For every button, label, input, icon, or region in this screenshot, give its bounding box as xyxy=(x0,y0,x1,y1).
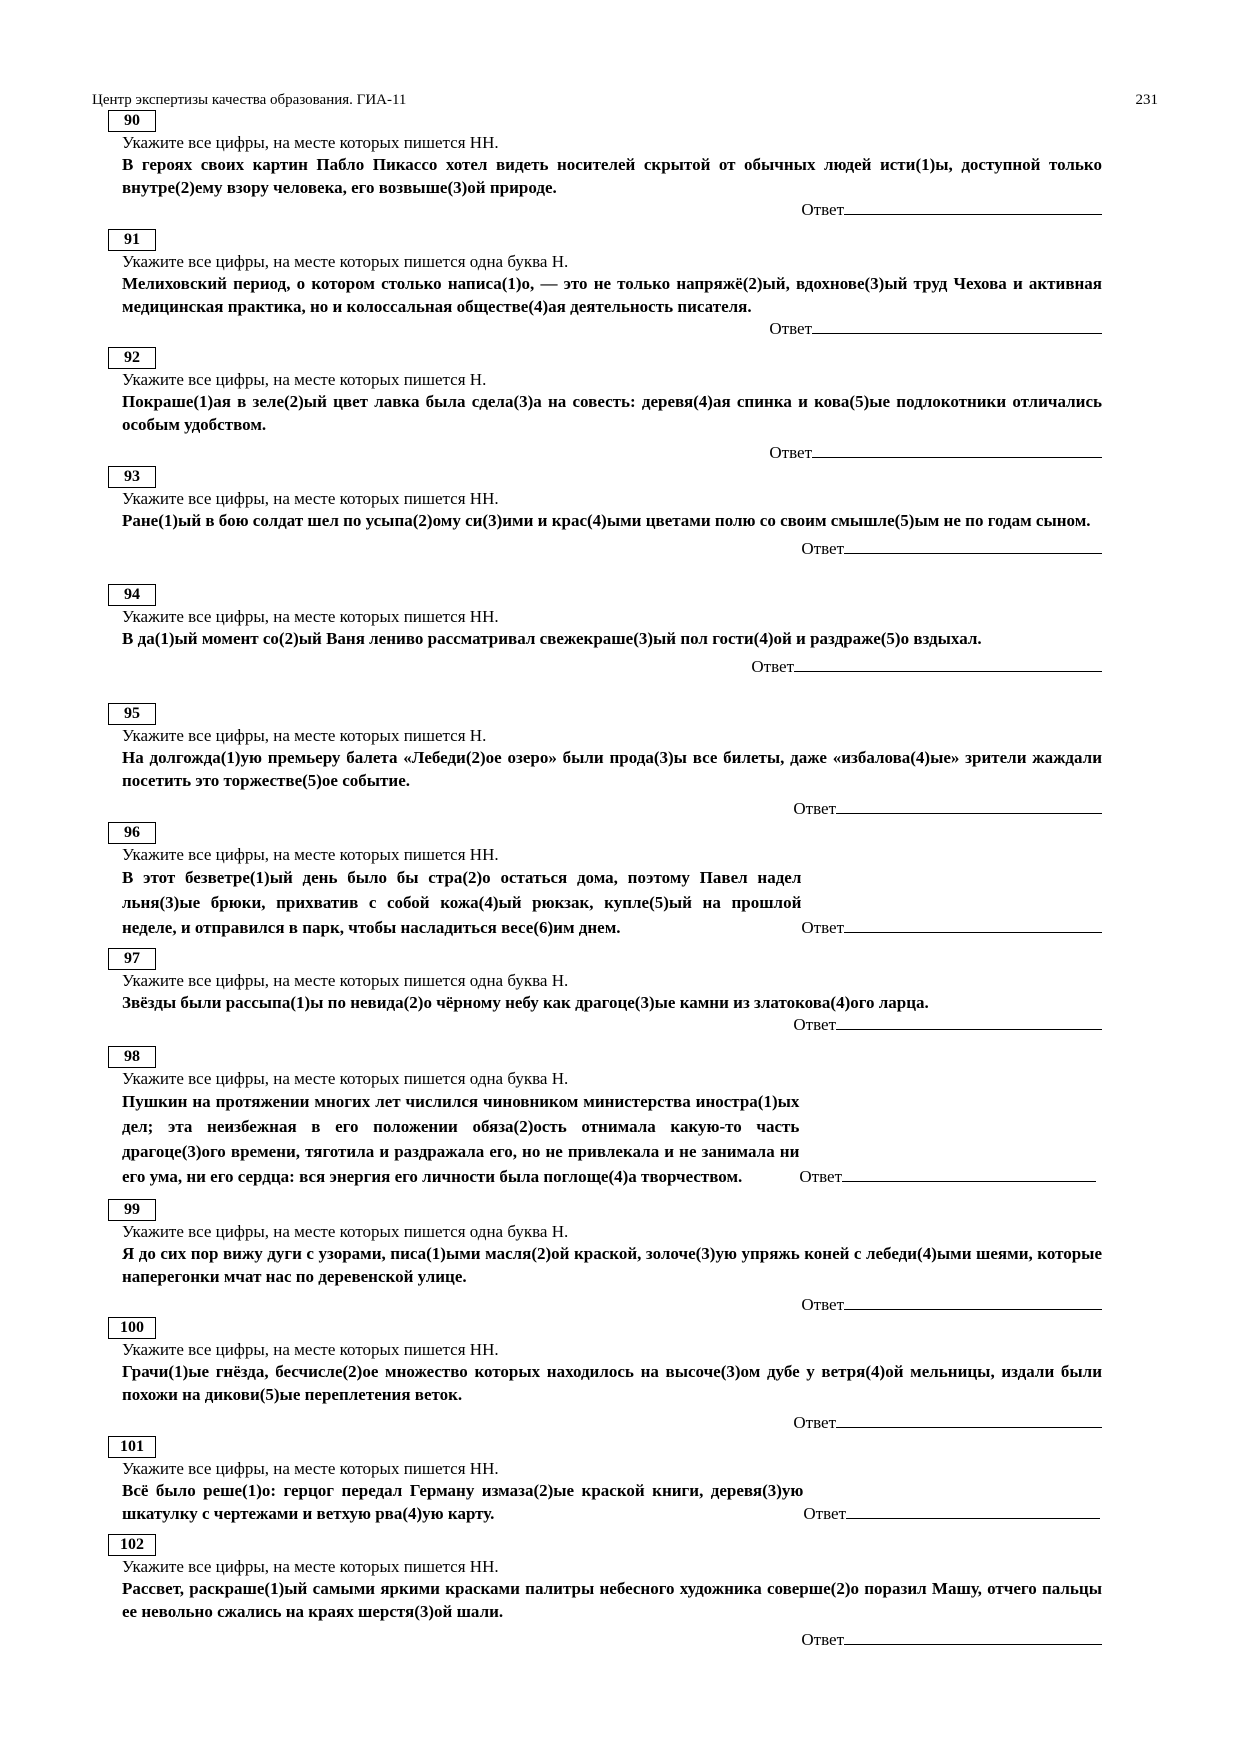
answer-rule[interactable] xyxy=(844,1629,1102,1645)
answer-rule[interactable] xyxy=(846,1503,1100,1519)
answer-field[interactable] xyxy=(799,1164,1096,1189)
task-number: 99 xyxy=(108,1199,156,1221)
answer-rule[interactable] xyxy=(844,917,1102,933)
task-number: 100 xyxy=(108,1317,156,1339)
task-number: 96 xyxy=(108,822,156,844)
answer-label: Ответ xyxy=(803,1504,846,1523)
task-text xyxy=(122,865,1102,940)
page-number: 231 xyxy=(1135,92,1158,108)
task-number: 91 xyxy=(108,229,156,251)
task-instruction: Укажите все цифры, на месте которых пишется НН. xyxy=(122,133,499,152)
answer-field[interactable] xyxy=(110,318,1102,338)
answer-field[interactable] xyxy=(110,538,1102,558)
task-98 xyxy=(110,1046,1102,1189)
answer-label: Ответ xyxy=(793,1413,836,1432)
task-instruction: Укажите все цифры, на месте которых пишется одна буква Н. xyxy=(122,252,569,271)
answer-rule[interactable] xyxy=(844,538,1102,554)
task-90 xyxy=(110,110,1102,219)
task-number: 97 xyxy=(108,948,156,970)
task-text: В да(1)ый момент со(2)ый Ваня лениво рассматривал свежекраше(3)ый пол гости(4)ой и раздраже(5)о вздыхал. xyxy=(122,629,982,648)
answer-label: Ответ xyxy=(793,1015,836,1034)
task-91 xyxy=(110,229,1102,338)
task-instruction: Укажите все цифры, на месте которых пишется НН. xyxy=(122,845,499,864)
answer-field[interactable] xyxy=(110,1629,1102,1649)
answer-label: Ответ xyxy=(769,319,812,338)
task-text: Покраше(1)ая в зеле(2)ый цвет лавка была сдела(3)а на совесть: деревя(4)ая спинка и кова(5)ые подлокотники отличались особым удобством. xyxy=(122,392,1102,434)
answer-label: Ответ xyxy=(751,657,794,676)
task-102 xyxy=(110,1534,1102,1649)
task-instruction: Укажите все цифры, на месте которых пишется Н. xyxy=(122,726,487,745)
task-101 xyxy=(110,1436,1102,1525)
task-instruction: Укажите все цифры, на месте которых пишется одна буква Н. xyxy=(122,971,569,990)
answer-rule[interactable] xyxy=(842,1166,1096,1182)
answer-rule[interactable] xyxy=(794,656,1102,672)
task-number: 95 xyxy=(108,703,156,725)
answer-label: Ответ xyxy=(801,1630,844,1649)
task-instruction: Укажите все цифры, на месте которых пишется НН. xyxy=(122,489,499,508)
task-instruction: Укажите все цифры, на месте которых пишется НН. xyxy=(122,1340,499,1359)
task-99 xyxy=(110,1199,1102,1314)
answer-rule[interactable] xyxy=(836,1412,1102,1428)
header-source: Центр экспертизы качества образования. ГИА-11 xyxy=(92,92,407,108)
answer-rule[interactable] xyxy=(812,318,1102,334)
task-instruction: Укажите все цифры, на месте которых пишется одна буква Н. xyxy=(122,1222,569,1241)
task-text: Рассвет, раскраше(1)ый самыми яркими красками палитры небесного художника соверше(2)о поразил Машу, отчего пальцы ее невольно сжались на краях шерстя(3)ой шали. xyxy=(122,1579,1102,1621)
task-text: Грачи(1)ые гнёзда, бесчисле(2)ое множество которых находилось на высоче(3)ом дубе у ветря(4)ой мельницы, издали были похожи на дикови(5)ые переплетения веток. xyxy=(122,1362,1102,1404)
task-number: 93 xyxy=(108,466,156,488)
answer-field[interactable] xyxy=(110,1294,1102,1314)
answer-rule[interactable] xyxy=(812,442,1102,458)
answer-rule[interactable] xyxy=(836,1014,1102,1030)
task-text: На долгожда(1)ую премьеру балета «Лебеди(2)ое озеро» были прода(3)ы все билеты, даже «избалова(4)ые» зрители жаждали посетить это торжестве(5)ое событие. xyxy=(122,748,1102,790)
answer-label: Ответ xyxy=(801,1295,844,1314)
answer-label: Ответ xyxy=(793,799,836,818)
task-text: Звёзды были рассыпа(1)ы по невида(2)о чёрному небу как драгоце(3)ые камни из златокова(4)ого ларца. xyxy=(122,993,929,1012)
answer-label: Ответ xyxy=(801,539,844,558)
answer-rule[interactable] xyxy=(844,1294,1102,1310)
answer-field[interactable] xyxy=(801,915,1102,940)
answer-label: Ответ xyxy=(801,200,844,219)
task-number: 101 xyxy=(108,1436,156,1458)
answer-label: Ответ xyxy=(799,1167,842,1186)
answer-field[interactable] xyxy=(110,199,1102,219)
answer-field[interactable] xyxy=(110,442,1102,462)
task-instruction: Укажите все цифры, на месте которых пишется одна буква Н. xyxy=(122,1069,569,1088)
task-number: 90 xyxy=(108,110,156,132)
task-100 xyxy=(110,1317,1102,1432)
task-number: 92 xyxy=(108,347,156,369)
task-text xyxy=(122,1089,1102,1189)
answer-field[interactable] xyxy=(110,656,1102,676)
task-text-body: В этот безветре(1)ый день было бы стра(2)о остаться дома, поэтому Павел надел льня(3)ые брюки, прихватив с собой кожа(4)ый рюкзак, купле(5)ый на прошлой неделе, и отправился в парк, чтобы насладиться весе(6)им днем. xyxy=(122,868,802,937)
task-text: В героях своих картин Пабло Пикассо хотел видеть носителей скрытой от обычных людей исти(1)ы, доступной только внутре(2)ему взору человека, его возвыше(3)ой природе. xyxy=(122,155,1102,197)
task-text: Ране(1)ый в бою солдат шел по усыпа(2)ому си(3)ими и крас(4)ыми цветами полю со своим смышле(5)ым не по годам сыном. xyxy=(122,511,1091,530)
task-95 xyxy=(110,703,1102,818)
task-instruction: Укажите все цифры, на месте которых пишется НН. xyxy=(122,1459,499,1478)
task-number: 98 xyxy=(108,1046,156,1068)
answer-label: Ответ xyxy=(801,918,844,937)
task-text: Мелиховский период, о котором столько написа(1)о, — это не только напряжё(2)ый, вдохнове(3)ый труд Чехова и активная медицинская практика, но и колоссальная обществе(4)ая деятельность писателя. xyxy=(122,274,1102,316)
answer-rule[interactable] xyxy=(836,798,1102,814)
task-text-body: Пушкин на протяжении многих лет числился чиновником министерства иностра(1)ых дел; эта неизбежная в его положении обяза(2)ость отнимала какую-то часть драгоце(3)ого времени, тяготила и раздражала его, но не привлекала и не занимала ни его ума, ни его сердца: вся энергия его личности была поглоще(4)а творчеством. xyxy=(122,1092,800,1186)
task-93 xyxy=(110,466,1102,558)
answer-field[interactable] xyxy=(110,1014,1102,1034)
task-97 xyxy=(110,948,1102,1034)
task-text xyxy=(122,1479,1102,1525)
task-instruction: Укажите все цифры, на месте которых пишется Н. xyxy=(122,370,487,389)
task-instruction: Укажите все цифры, на месте которых пишется НН. xyxy=(122,1557,499,1576)
task-number: 102 xyxy=(108,1534,156,1556)
task-number: 94 xyxy=(108,584,156,606)
task-96 xyxy=(110,822,1102,940)
answer-field[interactable] xyxy=(803,1502,1100,1525)
answer-field[interactable] xyxy=(110,1412,1102,1432)
task-92 xyxy=(110,347,1102,462)
task-text: Я до сих пор вижу дуги с узорами, писа(1)ыми масля(2)ой краской, золоче(3)ую упряжь коней с лебеди(4)ыми шеями, которые наперегонки мчат нас по деревенской улице. xyxy=(122,1244,1102,1286)
task-94 xyxy=(110,584,1102,676)
answer-field[interactable] xyxy=(110,798,1102,818)
page-header xyxy=(92,90,1158,110)
task-instruction: Укажите все цифры, на месте которых пишется НН. xyxy=(122,607,499,626)
task-text-body: Всё было реше(1)о: герцог передал Герману измаза(2)ые краской книги, деревя(3)ую шкатулку с чертежами и ветхую рва(4)ую карту. xyxy=(122,1481,804,1523)
answer-rule[interactable] xyxy=(844,199,1102,215)
answer-label: Ответ xyxy=(769,443,812,462)
